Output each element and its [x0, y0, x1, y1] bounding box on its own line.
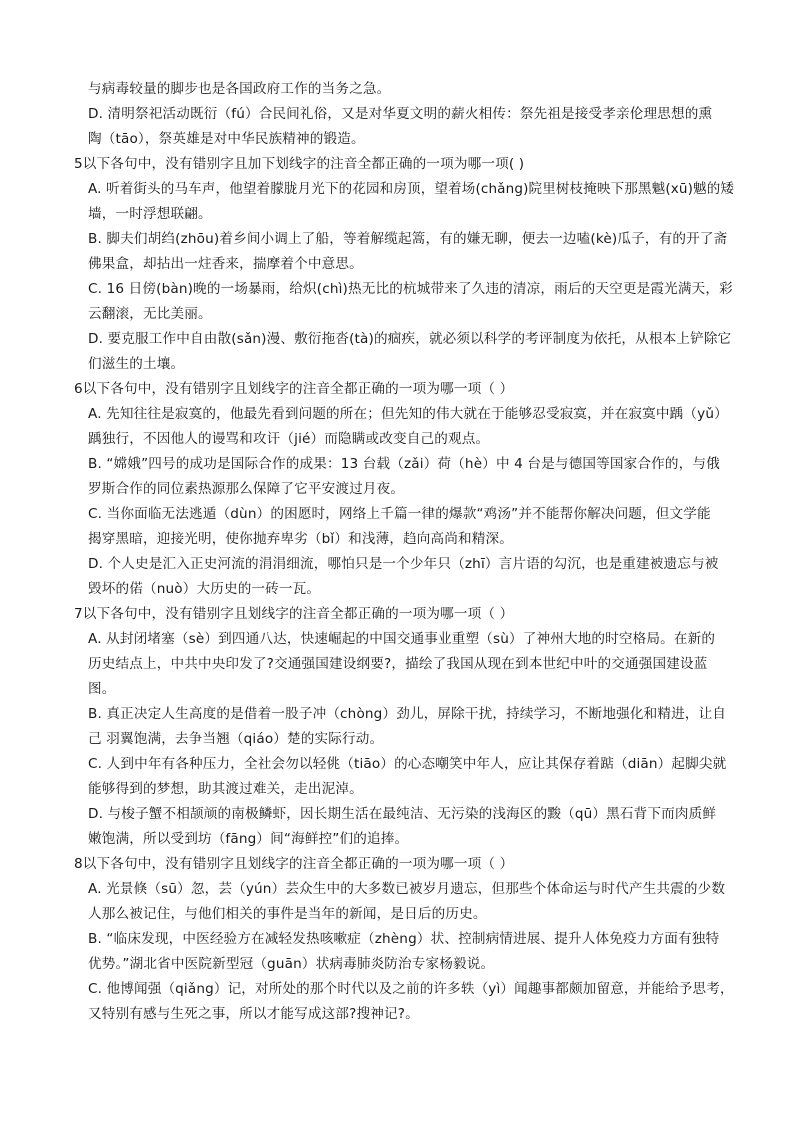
- option-a-line: A. 先知往往是寂寞的，他最先看到问题的所在；但先知的伟大就在于能够忍受寂寞，并在寂寞中踽（yǔ）: [88, 406, 728, 422]
- text-line: 优势。”湖北省中医院新型冠（guān）状病毒肺炎防治专家杨毅说。: [88, 956, 495, 972]
- option-d-line: D. 个人史是汇入正史河流的涓涓细流，哪怕只是一个少年只（zhī）言片语的勾沉，也是重建被遗忘与被: [88, 556, 719, 572]
- text-line: 历史结点上，中共中央印发了?交通强国建设纲要?，描绘了我国从现在到本世纪中叶的交通强国建设蓝: [88, 656, 708, 672]
- option-d-line: D. 与梭子蟹不相颉颃的南极鳞虾，因长期生活在最纯洁、无污染的浅海区的黢（qū）黑石背下而肉质鲜: [88, 806, 717, 822]
- option-d-line: D. 清明祭祀活动既衍（fú）合民间礼俗，又是对华夏文明的薪火相传：祭先祖是接受孝亲伦理思想的熏: [88, 106, 713, 122]
- option-c-line: C. 他博闻强（qiǎng）记，对所处的那个时代以及之前的许多轶（yì）闻趣事都颇加留意，并能给予思考，: [88, 981, 734, 997]
- option-a-line: A. 听着街头的马车声，他望着朦胧月光下的花园和房顶，望着场(chǎng)院里树枝掩映下那黑魆(xū)魆的矮: [88, 181, 735, 197]
- text-line: 嫩饱满，所以受到坊（fāng）间“海鲜控”们的追捧。: [88, 831, 409, 847]
- option-a-line: A. 从封闭堵塞（sè）到四通八达，快速崛起的中国交通事业重塑（sù）了神州大地的时空格局。在新的: [88, 631, 716, 647]
- option-c-line: C. 16 日傍(bàn)晚的一场暴雨，给炽(chì)热无比的杭城带来了久违的清凉，雨后的天空更是霞光满天，彩: [88, 281, 733, 297]
- text-line: 与病毒较量的脚步也是各国政府工作的当务之急。: [88, 81, 391, 97]
- option-b-line: B. “临床发现，中医经验方在减轻发热咳嗽症（zhèng）状、控制病情进展、提升人体免疫力方面有独特: [88, 931, 720, 947]
- option-b-line: B. 脚夫们胡绉(zhōu)着乡间小调上了船，等着解缆起篙，有的嫌无聊，便去一边嗑(kè)瓜子，有的开了斋: [88, 231, 728, 247]
- text-line: 人那么被记住，与他们相关的事件是当年的新闻，是日后的历史。: [88, 906, 487, 922]
- text-line: 踽独行，不因他人的谩骂和攻讦（jié）而隐瞒或改变自己的观点。: [88, 431, 490, 447]
- text-line: 们滋生的土壤。: [88, 356, 185, 372]
- text-line: 佛果盒，却拈出一炷香来，揣摩着个中意思。: [88, 256, 363, 272]
- option-b-line: B. “嫦娥”四号的成功是国际合作的成果：13 台载（zǎi）荷（hè）中 4 台是与德国等国家合作的，与俄: [88, 456, 720, 472]
- question-8-stem: 8以下各句中，没有错别字且划线字的注音全都正确的一项为哪一项（ ）: [74, 856, 514, 872]
- option-c-line: C. 当你面临无法逃遁（dùn）的困愿时，网络上千篇一律的爆款“鸡汤”并不能帮你解决问题，但文学能: [88, 506, 711, 522]
- text-line: 云翻滚，无比美丽。: [88, 306, 212, 322]
- text-line: 陶（tāo），祭英雄是对中华民族精神的锻造。: [88, 131, 365, 147]
- text-line: 己 羽翼饱满，去争当翘（qiáo）楚的实际行动。: [88, 731, 384, 747]
- option-a-line: A. 光景倏（sū）忽，芸（yún）芸众生中的大多数已被岁月遗忘，但那些个体命运与时代产生共震的少数: [88, 881, 726, 897]
- option-d-line: D. 要克服工作中自由散(sǎn)漫、敷衍拖沓(tà)的痼疾，就必须以科学的考评制度为依托，从根本上铲除它: [88, 331, 732, 347]
- text-line: 图。: [88, 681, 116, 697]
- text-line: 揭穿黑暗，迎接光明，使你抛弃卑劣（bǐ）和浅薄，趋向高尚和精深。: [88, 531, 514, 547]
- question-5-stem: 5以下各句中，没有错别字且加下划线字的注音全都正确的一项为哪一项( ): [74, 156, 525, 172]
- option-c-line: C. 人到中年有各种压力，全社会勿以轻佻（tiāo）的心态嘲笑中年人，应让其保存着踮（diān）起脚尖就: [88, 756, 727, 772]
- question-7-stem: 7以下各句中，没有错别字且划线字的注音全都正确的一项为哪一项（ ）: [74, 606, 514, 622]
- text-line: 毁坏的偌（nuò）大历史的一砖一瓦。: [88, 581, 321, 597]
- text-line: 墙，一时浮想联翩。: [88, 206, 212, 222]
- text-line: 又特别有感与生死之事，所以才能写成这部?搜神记?。: [88, 1006, 419, 1022]
- option-b-line: B. 真正决定人生高度的是借着一股子冲（chòng）劲儿，屏除干扰，持续学习，不断地强化和精进，让自: [88, 706, 727, 722]
- text-line: 能够得到的梦想，助其渡过难关，走出泥淖。: [88, 781, 363, 797]
- text-line: 罗斯合作的同位素热源那么保障了它平安渡过月夜。: [88, 481, 405, 497]
- question-6-stem: 6以下各句中，没有错别字且划线字的注音全都正确的一项为哪一项（ ）: [74, 381, 514, 397]
